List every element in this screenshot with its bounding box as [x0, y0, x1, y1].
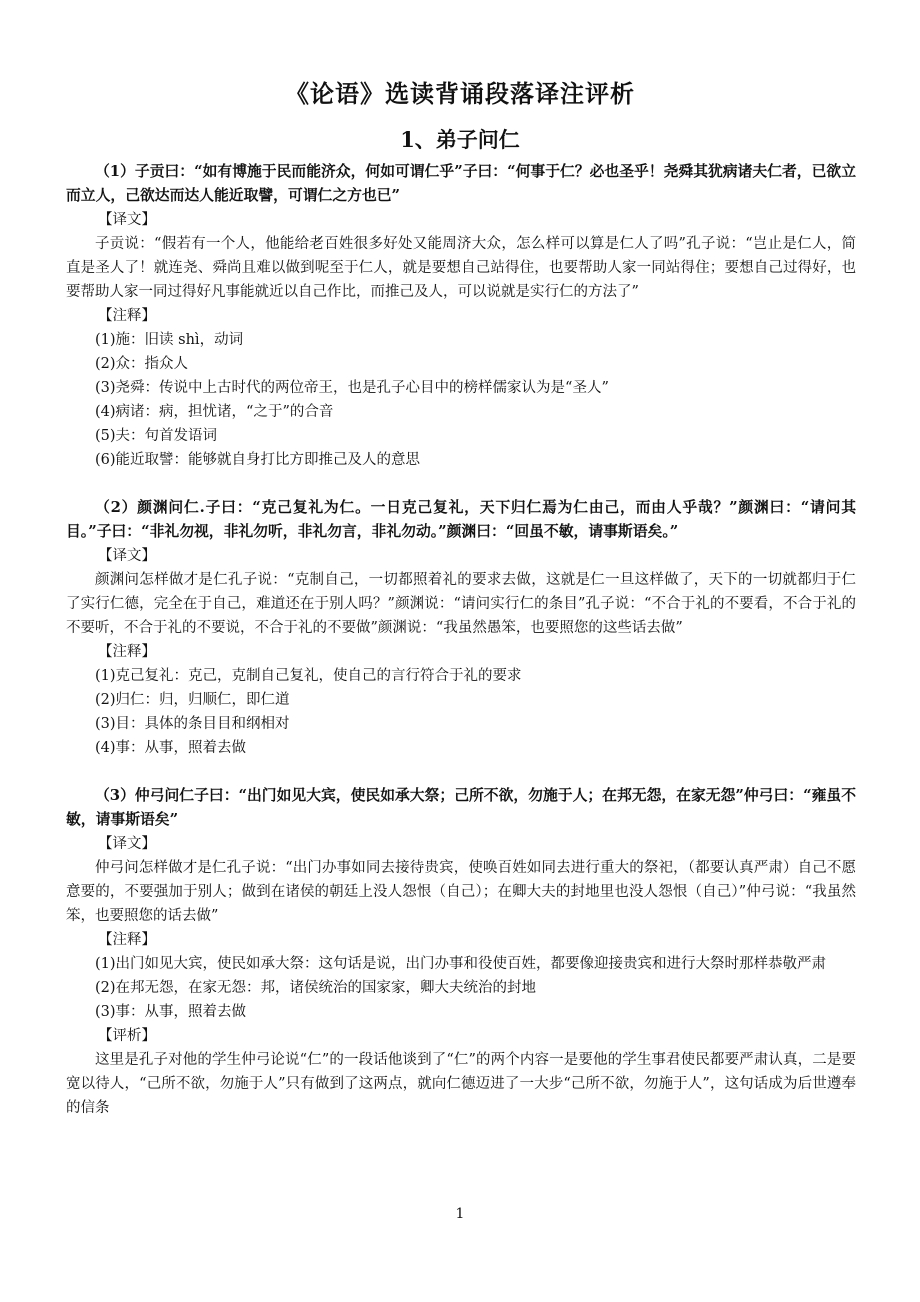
passage-1-note: (3)尧舜：传说中上古时代的两位帝王，也是孔子心目中的榜样儒家认为是“圣人”	[95, 380, 609, 396]
passage-1-notes-label: 【注释】	[98, 308, 156, 324]
passage-1-note: (6)能近取譬：能够就自身打比方即推己及人的意思	[95, 452, 421, 468]
passage-2-question: （2）颜渊问仁.子曰：“克己复礼为仁。一日克己复礼，天下归仁焉为仁由己，而由人乎哉？”颜渊曰：“请问其目。”子曰：“非礼勿视，非礼勿听，非礼勿言，非礼勿动。”颜渊曰：“回虽不敏，请事斯语矣。”	[66, 499, 856, 540]
passage-2-notes-label: 【注释】	[98, 644, 156, 660]
passage-3-note: (3)事：从事，照着去做	[95, 1004, 247, 1020]
passage-3-question: （3）仲弓问仁子曰：“出门如见大宾，使民如承大祭；己所不欲，勿施于人；在邦无怨，在家无怨”仲弓曰：“雍虽不敏，请事斯语矣”	[66, 787, 856, 828]
section-title: 1、弟子问仁	[400, 127, 520, 152]
passage-2-note: (2)归仁：归，归顺仁，即仁道	[95, 692, 290, 708]
document-title: 《论语》选读背诵段落译注评析	[285, 79, 635, 108]
passage-1-translation-label: 【译文】	[98, 212, 156, 228]
passage-1-note: (1)施：旧读 shì，动词	[95, 332, 244, 348]
passage-2-translation: 颜渊问怎样做才是仁孔子说：“克制自己，一切都照着礼的要求去做，这就是仁一旦这样做了，天下的一切就都归于仁了实行仁德，完全在于自己，难道还在于别人吗？”颜渊说：“请问实行仁的条目”孔子说：“不合于礼的不要看，不合于礼的不要听，不合于礼的不要说，不合于礼的不要做”颜渊说：“我虽然愚笨，也要照您的这些话去做”	[66, 572, 856, 636]
passage-3-analysis: 这里是孔子对他的学生仲弓论说“仁”的一段话他谈到了“仁”的两个内容一是要他的学生事君使民都要严肃认真，二是要宽以待人，“己所不欲，勿施于人”只有做到了这两点，就向仁德迈进了一大步“己所不欲，勿施于人”，这句话成为后世遵奉的信条	[66, 1052, 856, 1116]
passage-2-note: (1)克己复礼：克己，克制自己复礼，使自己的言行符合于礼的要求	[95, 668, 522, 684]
passage-3-translation-label: 【译文】	[98, 836, 156, 852]
passage-2-note: (4)事：从事，照着去做	[95, 740, 247, 756]
passage-3-notes-label: 【注释】	[98, 932, 156, 948]
passage-3-note: (1)出门如见大宾，使民如承大祭：这句话是说，出门办事和役使百姓，都要像迎接贵宾和进行大祭时那样恭敬严肃	[95, 956, 827, 972]
passage-1-note: (4)病诸：病，担忧诸，“之于”的合音	[95, 404, 334, 420]
document-body	[66, 160, 856, 1120]
passage-1-translation: 子贡说：“假若有一个人，他能给老百姓很多好处又能周济大众，怎么样可以算是仁人了吗”孔子说：“岂止是仁人，简直是圣人了！就连尧、舜尚且难以做到呢至于仁人，就是要想自己站得住，也要帮助人家一同站得住；要想自己过得好，也要帮助人家一同过得好凡事能就近以自己作比，而推己及人，可以说就是实行仁的方法了”	[66, 236, 856, 300]
page-number: 1	[455, 1206, 465, 1222]
passage-3-analysis-label: 【评析】	[98, 1028, 156, 1044]
paragraph-gap	[66, 760, 856, 784]
passage-1-note: (2)众：指众人	[95, 356, 189, 372]
passage-1-note: (5)夫：句首发语词	[95, 428, 218, 444]
paragraph-gap	[66, 472, 856, 496]
passage-1-question: （1）子贡曰：“如有博施于民而能济众，何如可谓仁乎”子曰：“何事于仁？必也圣乎！尧舜其犹病诸夫仁者，已欲立而立人，己欲达而达人能近取譬，可谓仁之方也已”	[66, 163, 856, 204]
passage-2-note: (3)目：具体的条目目和纲相对	[95, 716, 290, 732]
passage-2-translation-label: 【译文】	[98, 548, 156, 564]
passage-3-translation: 仲弓问怎样做才是仁孔子说：“出门办事如同去接待贵宾，使唤百姓如同去进行重大的祭祀，（都要认真严肃）自己不愿意要的，不要强加于别人；做到在诸侯的朝廷上没人怨恨（自己）；在卿大夫的封地里也没人怨恨（自己）”仲弓说：“我虽然笨，也要照您的话去做”	[66, 860, 856, 924]
passage-3-note: (2)在邦无怨，在家无怨：邦，诸侯统治的国家家，卿大夫统治的封地	[95, 980, 537, 996]
